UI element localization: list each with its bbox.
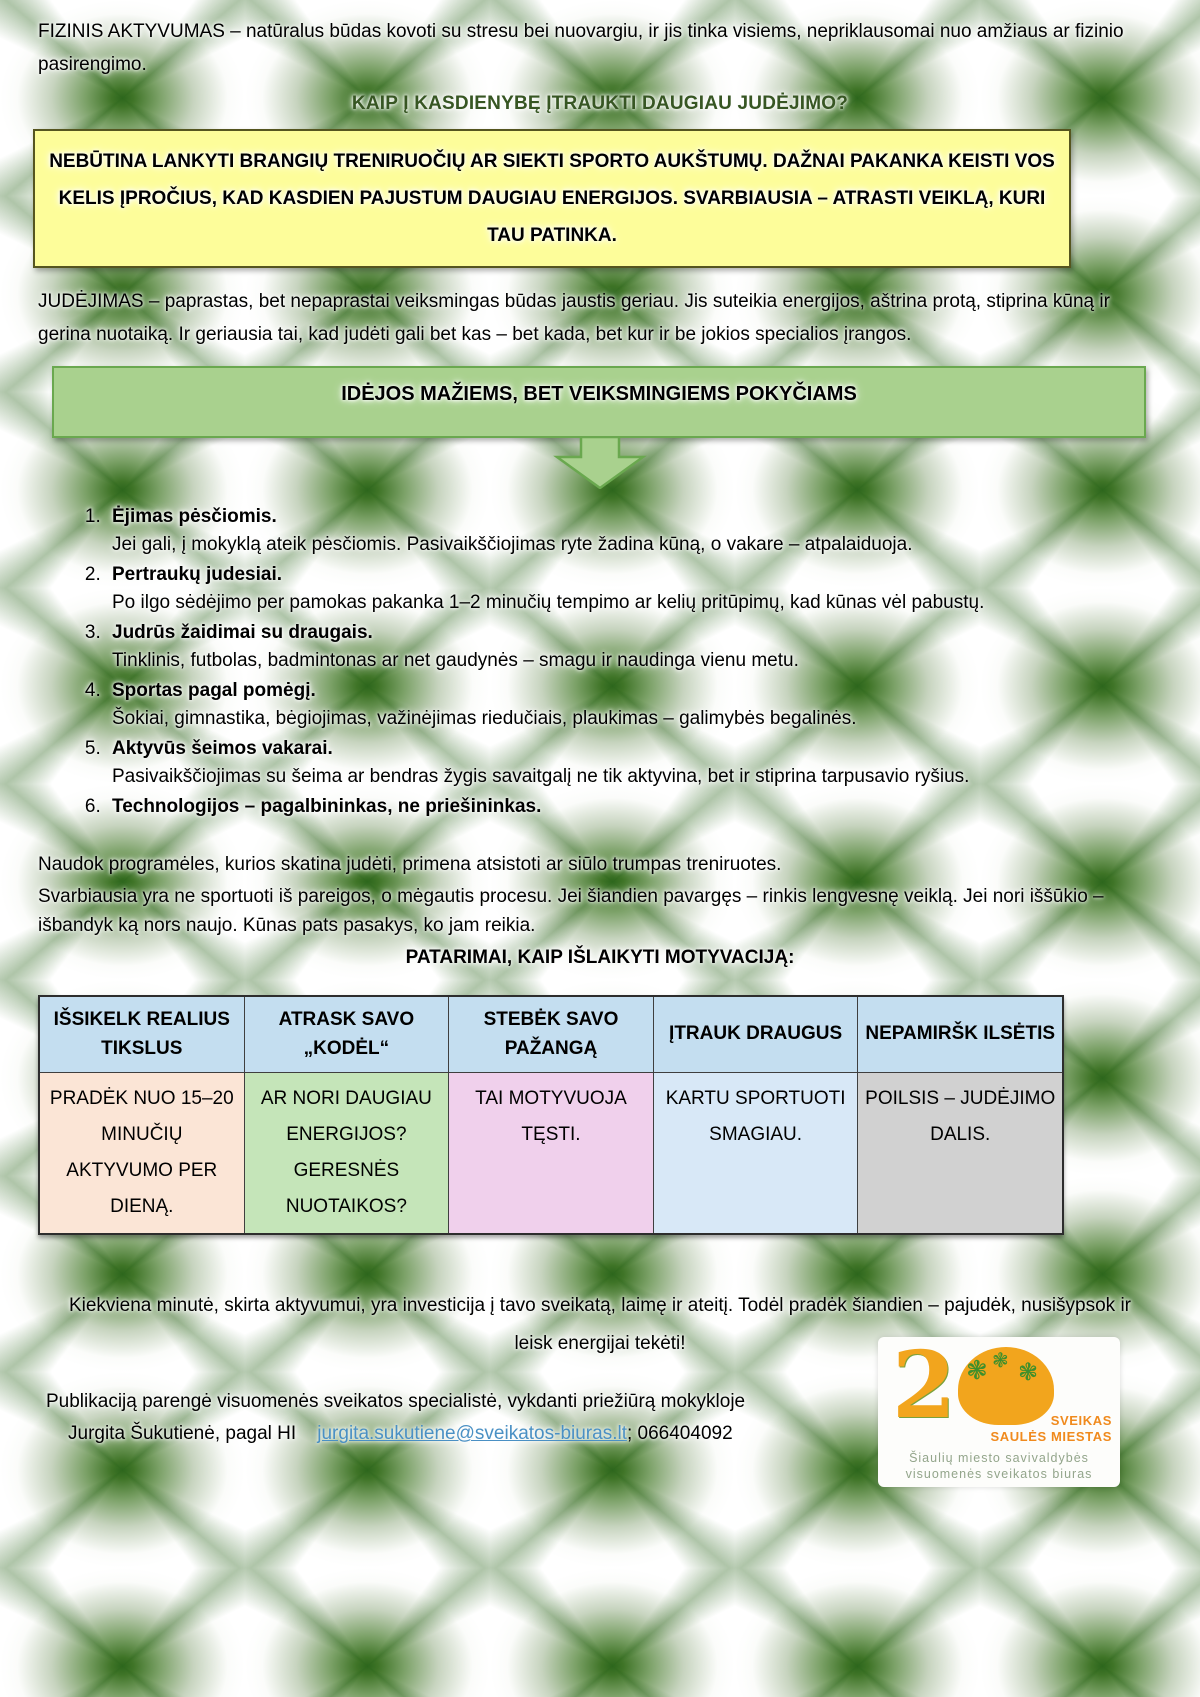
spacer bbox=[301, 1423, 312, 1444]
logo-title-line1: SVEIKAS bbox=[1050, 1413, 1112, 1428]
apps-paragraph: Naudok programėles, kurios skatina judėti, primena atsistoti ar siūlo trumpas treniruotes. bbox=[38, 854, 782, 876]
pinwheel-icon: ❃ bbox=[992, 1350, 1009, 1372]
table-body-cell: TAI MOTYVUOJA TĘSTI. bbox=[449, 1072, 654, 1234]
list-item-text: Tinklinis, futbolas, badmintonas ar net gaudynės – smagu ir naudinga vienu metu. bbox=[112, 650, 799, 672]
list-item-title: 4. Sportas pagal pomėgį. bbox=[112, 679, 316, 701]
list-item-title: 2. Pertraukų judesiai. bbox=[112, 563, 283, 585]
list-item-text: Jei gali, į mokyklą ateik pėsčiomis. Pasivaikščiojimas ryte žadina kūną, o vakare – atpalaiduoja. bbox=[112, 534, 913, 556]
table-body-cell: AR NORI DAUGIAU ENERGIJOS? GERESNĖS NUOTAIKOS? bbox=[244, 1072, 449, 1234]
list-item-title: 5. Aktyvūs šeimos vakarai. bbox=[112, 737, 333, 759]
table-header-row bbox=[39, 996, 1063, 1072]
down-arrow-icon bbox=[38, 437, 1162, 489]
list-item bbox=[106, 735, 1162, 793]
list-item-text: Pasivaikščiojimas su šeima ar bendras žygis savaitgalį ne tik aktyvina, bet ir stiprina tarpusavio ryšius. bbox=[112, 766, 970, 788]
list-item-title: 1. Ėjimas pėsčiomis. bbox=[112, 505, 277, 527]
list-item bbox=[106, 793, 1162, 823]
ideas-list bbox=[80, 503, 1162, 823]
table-header-cell: ĮTRAUK DRAUGUS bbox=[653, 996, 858, 1072]
logo-subtitle-line1: Šiaulių miesto savivaldybės bbox=[909, 1450, 1089, 1465]
phone-suffix: ; 066404092 bbox=[626, 1423, 733, 1445]
logo-subtitle-line2: visuomenės sveikatos biuras bbox=[905, 1466, 1093, 1481]
logo-number: 2 bbox=[892, 1337, 957, 1439]
movement-heading: KAIP Į KASDIENYBĘ ĮTRAUKTI DAUGIAU JUDĖJIMO? bbox=[351, 93, 849, 115]
table-header-cell: IŠSIKELK REALIUS TIKSLUS bbox=[39, 996, 244, 1072]
movement-paragraph: JUDĖJIMAS – paprastas, bet nepaprastai veiksmingas būdas jaustis geriau. Jis suteikia energijos, aštrina protą, stiprina kūną ir gerina nuotaiką. Ir geriausia tai, kad judėti gali bet kas – bet kada, bet kur ir be jokios specialios įrangos. bbox=[38, 291, 1110, 346]
table-header-cell: STEBĖK SAVO PAŽANGĄ bbox=[449, 996, 654, 1072]
logo-subtitle bbox=[878, 1450, 1120, 1483]
intro-paragraph: FIZINIS AKTYVUMAS – natūralus būdas kovoti su stresu bei nuovargiu, ir jis tinka visiems, nepriklausomai nuo amžiaus ar fizinio pasirengimo. bbox=[38, 21, 1124, 75]
table-body-row bbox=[39, 1072, 1063, 1234]
pinwheel-icon: ❃ bbox=[1018, 1359, 1039, 1386]
author-prefix: Jurgita Šukutienė, pagal HI bbox=[68, 1423, 297, 1445]
logo-title bbox=[990, 1413, 1112, 1446]
highlight-box: NEBŪTINA LANKYTI BRANGIŲ TRENIRUOČIŲ AR SIEKTI SPORTO AUKŠTUMŲ. DAŽNAI PAKANKA KEISTI VOS KELIS ĮPROČIUS, KAD KASDIEN PAJUSTUM DAUGIAU ENERGIJOS. SVARBIAUSIA – ATRASTI VEIKLĄ, KURI TAU PATINKA. bbox=[33, 129, 1071, 268]
logo-title-line2: SAULĖS MIESTAS bbox=[990, 1429, 1112, 1445]
motivation-table bbox=[38, 995, 1064, 1235]
motivation-heading: PATARIMAI, KAIP IŠLAIKYTI MOTYVACIJĄ: bbox=[405, 946, 795, 968]
pinwheel-icon: ❃ bbox=[966, 1355, 988, 1385]
health-bureau-logo bbox=[878, 1337, 1120, 1487]
table-body-cell: KARTU SPORTUOTI SMAGIAU. bbox=[653, 1072, 858, 1234]
list-item-title: 6. Technologijos – pagalbininkas, ne priešininkas. bbox=[112, 795, 542, 817]
list-item bbox=[106, 561, 1162, 619]
table-body-cell: POILSIS – JUDĖJIMO DALIS. bbox=[858, 1072, 1063, 1234]
list-item bbox=[106, 677, 1162, 735]
list-item bbox=[106, 503, 1162, 561]
ideas-banner: IDĖJOS MAŽIEMS, BET VEIKSMINGIEMS POKYČIAMS bbox=[52, 366, 1146, 438]
table-body-cell: PRADĖK NUO 15–20 MINUČIŲ AKTYVUMO PER DIENĄ. bbox=[39, 1072, 244, 1234]
enjoyment-paragraph: Svarbiausia yra ne sportuoti iš pareigos, o mėgautis procesu. Jei šiandien pavargęs – rinkis lengvesnę veiklą. Jei nori iššūkio – išbandyk ką nors naujo. Kūnas pats pasakys, ko jam reikia. bbox=[38, 885, 1104, 937]
closing-paragraph: Kiekviena minutė, skirta aktyvumui, yra investicija į tavo sveikatą, laimę ir ateitį. Todėl pradėk šiandien – pajudėk, nusišypsok ir leisk energijai tekėti! bbox=[68, 1294, 1132, 1354]
list-item-text: Po ilgo sėdėjimo per pamokas pakanka 1–2 minučių tempimo ar kelių pritūpimų, kad kūnas vėl pabustų. bbox=[112, 592, 985, 614]
email-link[interactable]: jurgita.sukutiene@sveikatos-biuras.lt bbox=[317, 1423, 627, 1445]
list-item-text: Šokiai, gimnastika, bėgiojimas, važinėjimas riedučiais, plaukimas – galimybės begalinės. bbox=[112, 708, 857, 730]
table-header-cell: ATRASK SAVO „KODĖL“ bbox=[244, 996, 449, 1072]
table-header-cell: NEPAMIRŠK ILSĖTIS bbox=[858, 996, 1063, 1072]
footer-line-1: Publikaciją parengė visuomenės sveikatos specialistė, vykdanti priežiūrą mokykloje bbox=[46, 1390, 746, 1412]
list-item bbox=[106, 619, 1162, 677]
list-item-title: 3. Judrūs žaidimai su draugais. bbox=[112, 621, 373, 643]
